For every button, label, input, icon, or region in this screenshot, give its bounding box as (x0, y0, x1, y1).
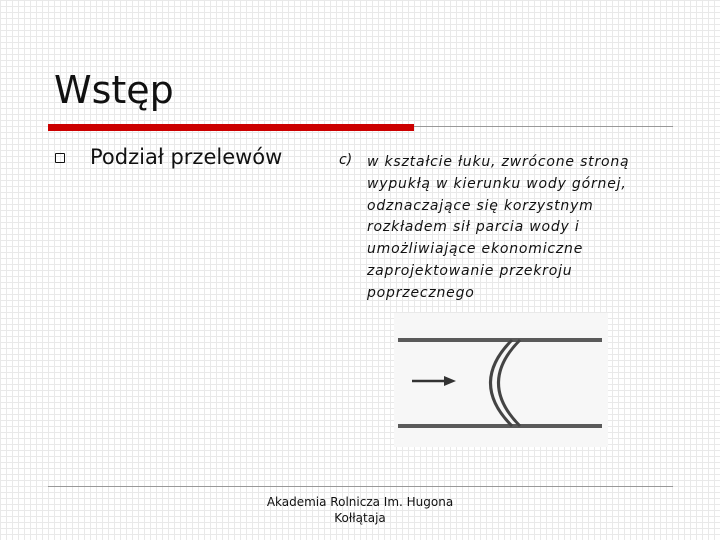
slide-title: Wstęp (54, 68, 174, 112)
footer (250, 494, 470, 526)
title-underline-gray (414, 126, 673, 127)
channel-wall-top (398, 338, 602, 342)
title-underline-red (48, 124, 414, 131)
item-marker: c) (339, 152, 353, 168)
arched-weir-figure (394, 313, 608, 447)
channel-wall-bottom (398, 424, 602, 428)
bullet-square-icon (55, 153, 65, 163)
item-description: w kształcie łuku, zwrócone stroną wypukłą w kierunku wody górnej, odznaczające się korzystnym rozkładem sił parcia wody i umożliwiające ekonomiczne zaprojektowanie przekroju poprzecznego (367, 154, 630, 301)
footer-line-2: Kołłątaja (334, 511, 386, 525)
footer-rule (48, 486, 673, 487)
bullet-text: Podział przelewów (90, 145, 283, 169)
footer-line-1: Akademia Rolnicza Im. Hugona (266, 495, 454, 509)
